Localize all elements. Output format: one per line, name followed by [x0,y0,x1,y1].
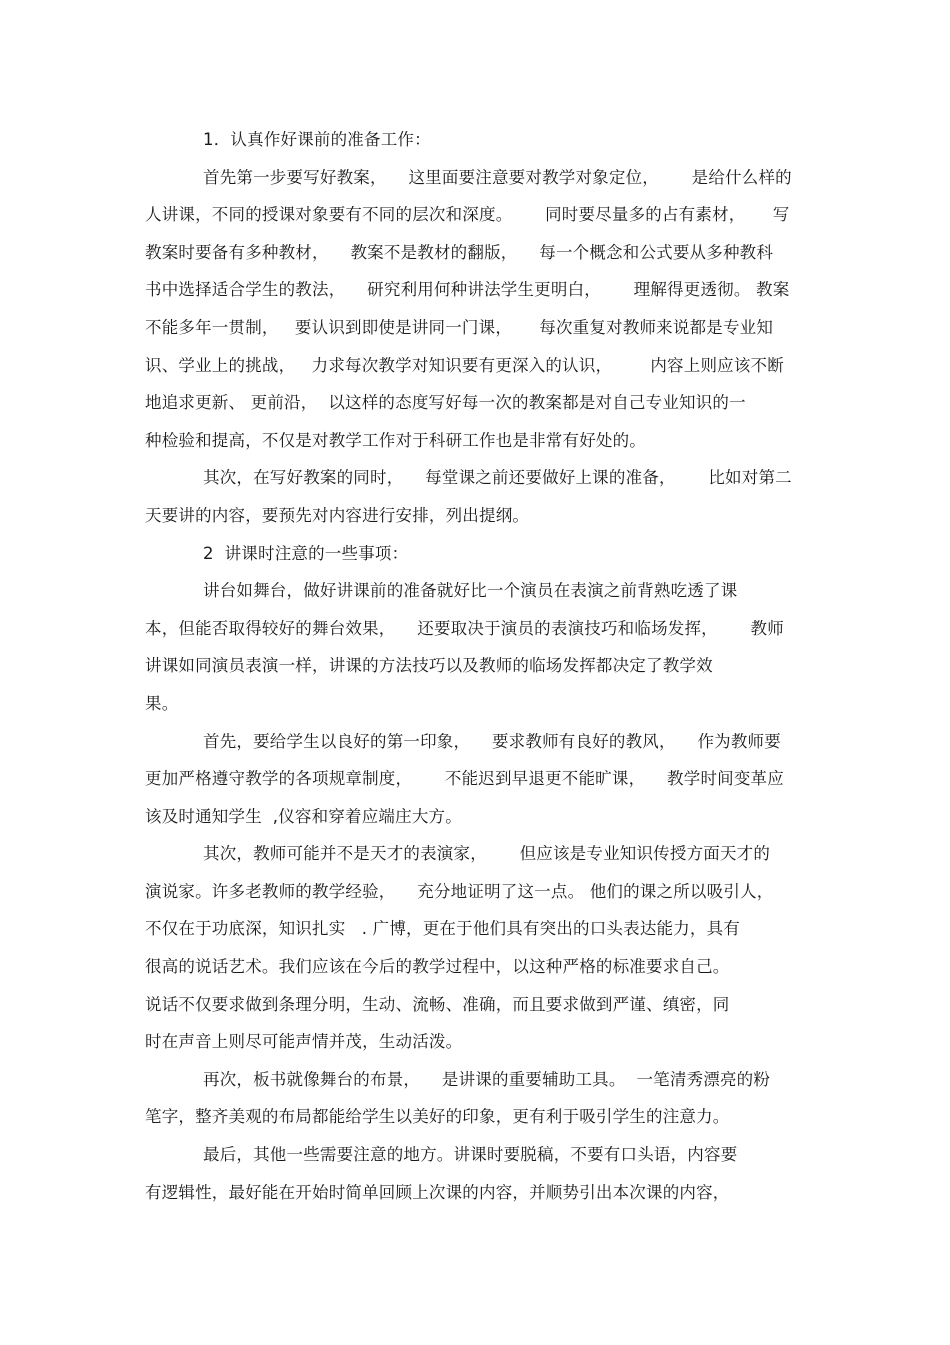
paragraph [145,572,810,722]
text-line: 书中选择适合学生的教法， 研究利用何种讲法学生更明白， 理解得更透彻。 教案 [145,280,790,300]
text-line: 不能多年一贯制， 要认识到即使是讲同一门课， 每次重复对教师来说都是专业知 [145,317,774,337]
section-heading: 2 讲课时注意的一些事项： [203,543,409,563]
text-line: 教案时要备有多种教材， 教案不是教材的翻版， 每一个概念和公式要从多种教科 [145,242,774,262]
text-line: 地追求更新、 更前沿， 以这样的态度写好每一次的教案都是对自己专业知识的一 [145,393,746,413]
paragraph [145,1136,810,1211]
text-line: 天要讲的内容，要预先对内容进行安排，列出提纲。 [145,505,530,525]
text-line: 其次，在写好教案的同时， 每堂课之前还要做好上课的准备， 比如对第二 [203,468,792,488]
text-line: 其次，教师可能并不是天才的表演家， 但应该是专业知识传授方面天才的 [203,844,771,864]
text-line: 不仅在于功底深，知识扎实 . 广博，更在于他们具有突出的口头表达能力，具有 [145,919,741,939]
document-body [145,121,810,1211]
text-line: 讲课如同演员表演一样，讲课的方法技巧以及教师的临场发挥都决定了教学效 [145,656,713,676]
paragraph [145,835,810,1061]
text-line: 讲台如舞台，做好讲课前的准备就好比一个演员在表演之前背熟吃透了课 [203,581,738,601]
text-line: 人讲课，不同的授课对象要有不同的层次和深度。 同时要尽量多的占有素材， 写 [145,205,790,225]
text-line: 更加严格遵守教学的各项规章制度， 不能迟到早退更不能旷课， 教学时间变革应 [145,769,784,789]
text-line: 很高的说话艺术。我们应该在今后的教学过程中，以这种严格的标准要求自己。 [145,957,730,977]
text-line: 说话不仅要求做到条理分明，生动、流畅、准确，而且要求做到严谨、缜密，同 [145,994,730,1014]
text-line: 最后，其他一些需要注意的地方。讲课时要脱稿，不要有口头语，内容要 [203,1145,738,1165]
text-line: 种检验和提高，不仅是对教学工作对于科研工作也是非常有好处的。 [145,430,646,450]
text-line: 该及时通知学生 ,仪容和穿着应端庄大方。 [145,806,462,826]
text-line: 时在声音上则尽可能声情并茂，生动活泼。 [145,1032,463,1052]
text-line: 本，但能否取得较好的舞台效果， 还要取决于演员的表演技巧和临场发挥， 教师 [145,618,784,638]
paragraph [145,723,810,836]
text-line: 演说家。许多老教师的教学经验， 充分地证明了这一点。 他们的课之所以吸引人， [145,881,774,901]
section-heading: 1．认真作好课前的准备工作： [203,130,431,149]
paragraph [145,459,810,534]
text-line: 笔字，整齐美观的布局都能给学生以美好的印象，更有利于吸引学生的注意力。 [145,1107,730,1127]
paragraph [145,1061,810,1136]
text-line: 再次，板书就像舞台的布景， 是讲课的重要辅助工具。 一笔清秀漂亮的粉 [203,1069,771,1089]
text-line: 首先，要给学生以良好的第一印象， 要求教师有良好的教风， 作为教师要 [203,731,781,751]
text-line: 首先第一步要写好教案， 这里面要注意要对教学对象定位， 是给什么样的 [203,167,792,187]
text-line: 果。 [145,693,179,713]
paragraph [145,159,810,460]
text-line: 识、学业上的挑战， 力求每次教学对知识要有更深入的认识， 内容上则应该不断 [145,355,784,375]
text-line: 有逻辑性，最好能在开始时简单回顾上次课的内容，并顺势引出本次课的内容， [145,1182,730,1202]
